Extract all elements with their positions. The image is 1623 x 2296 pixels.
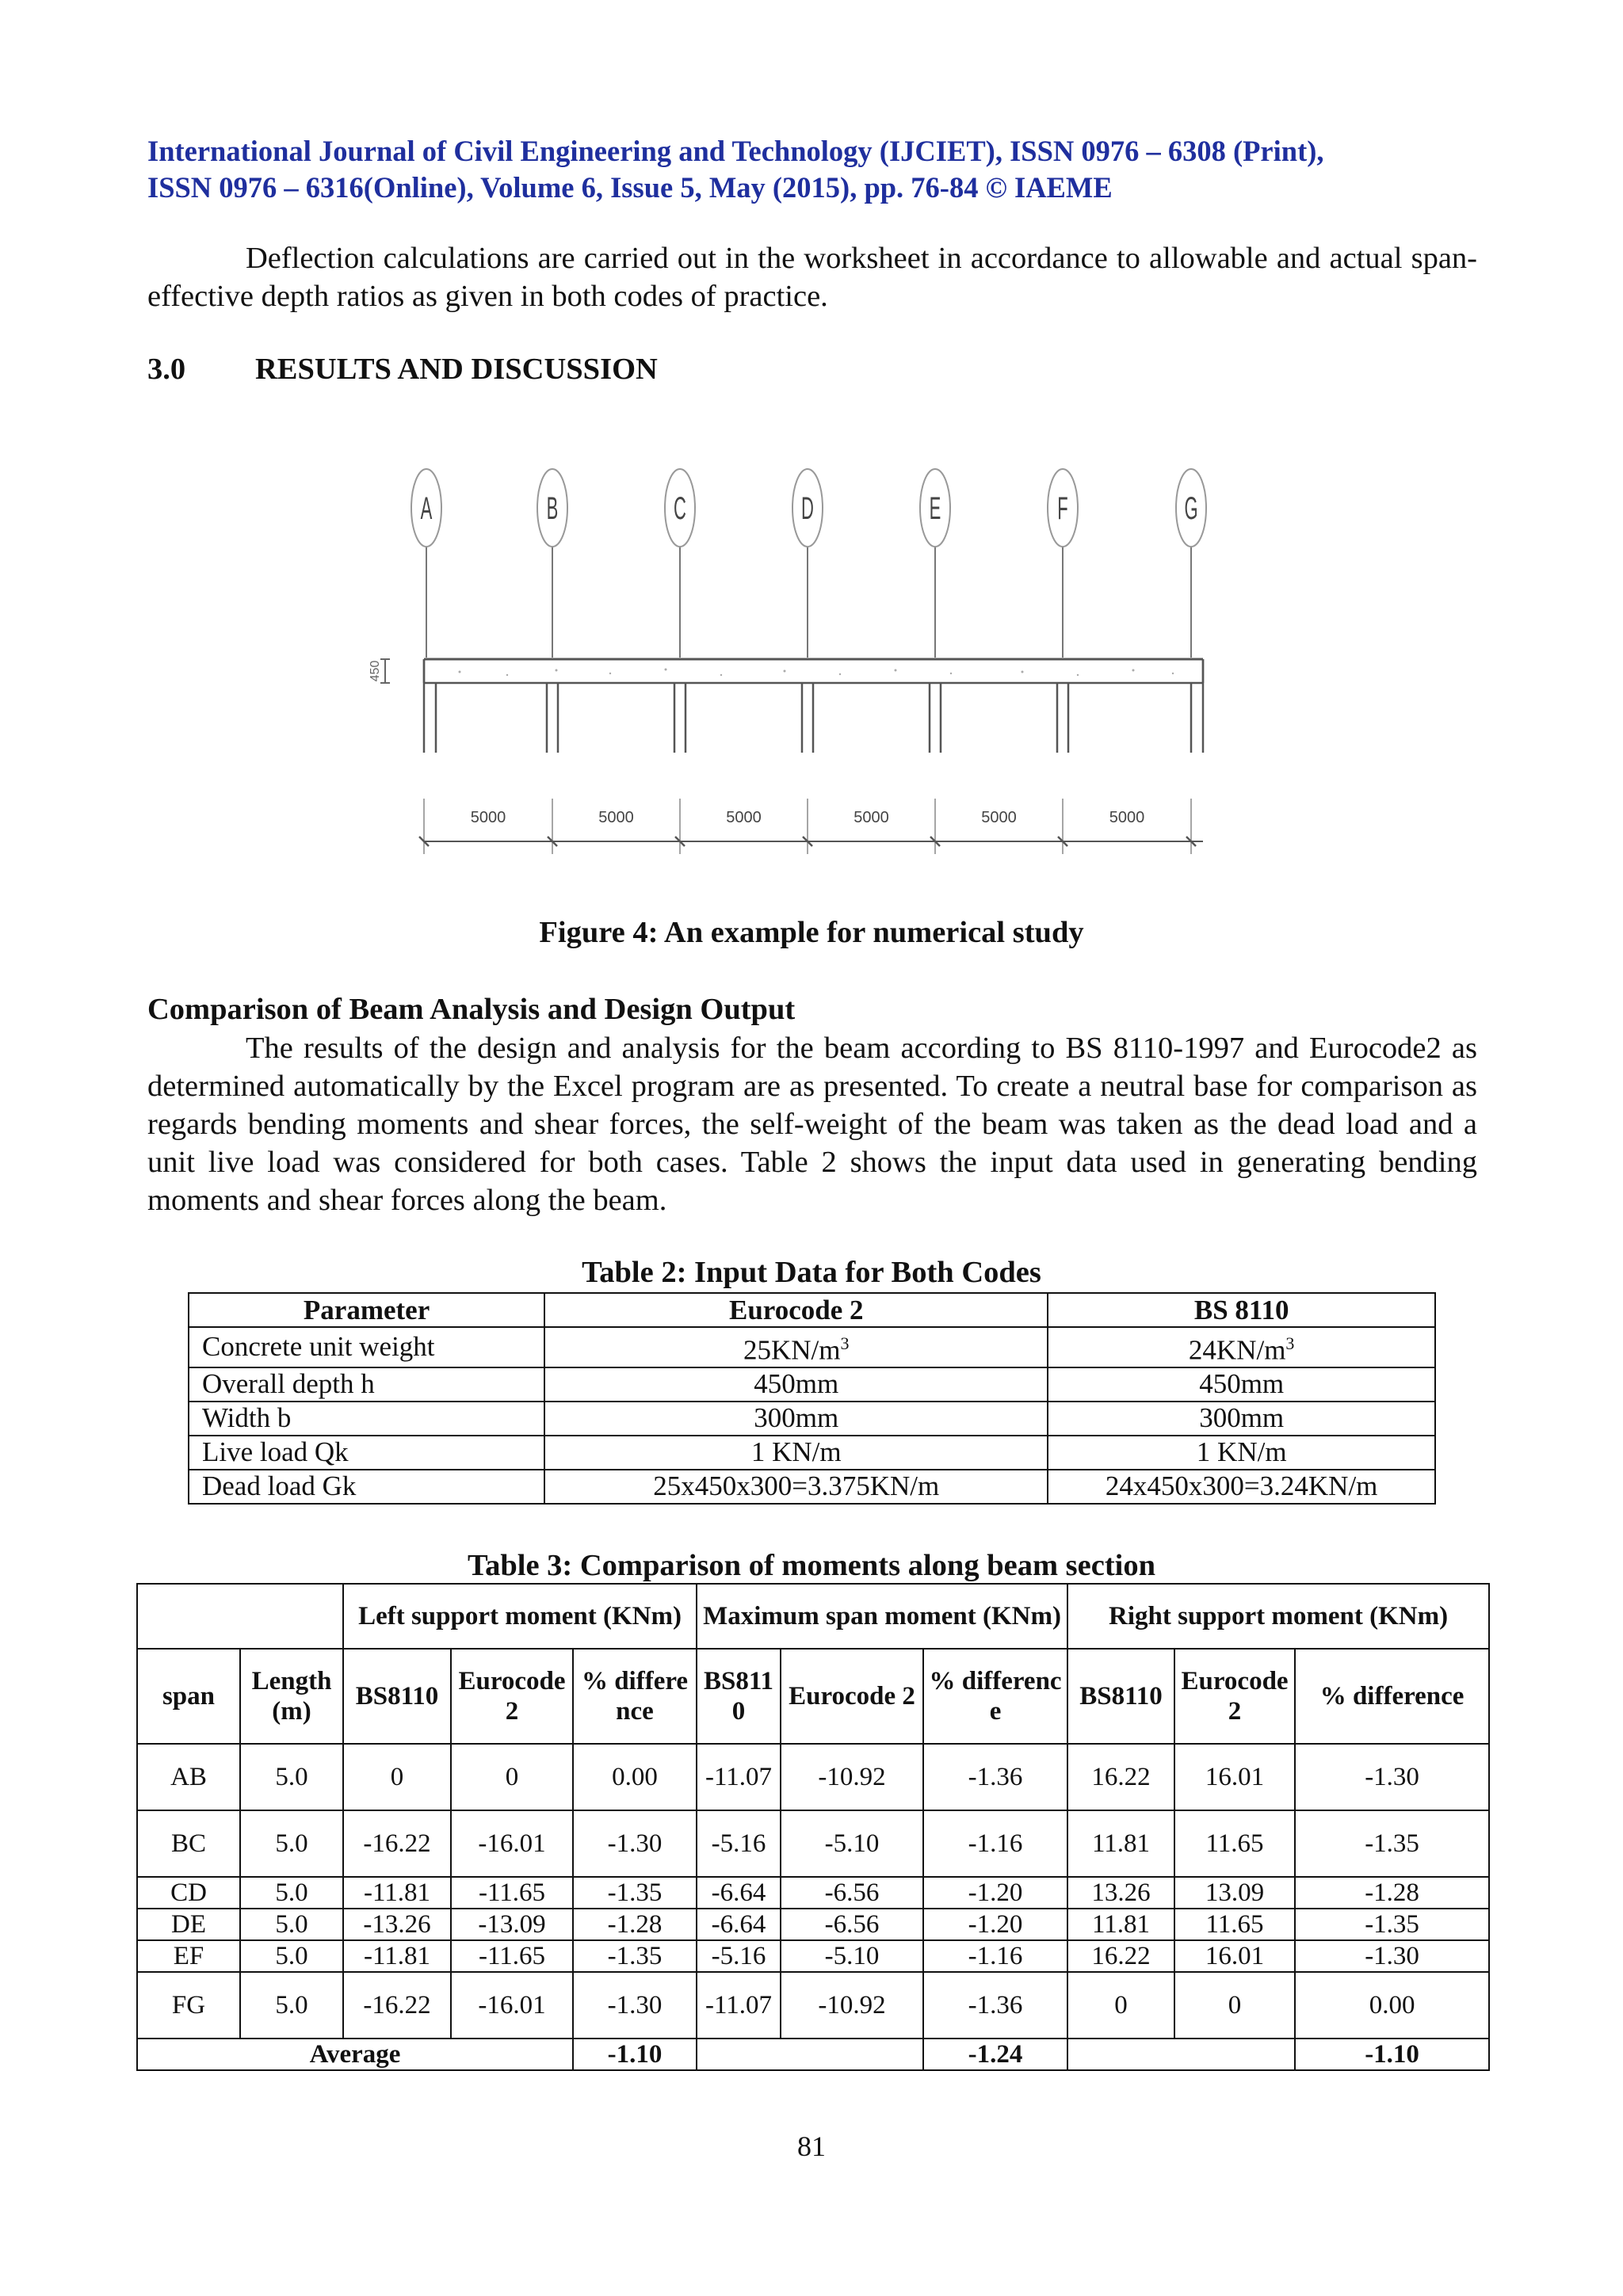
beam-figure bbox=[349, 444, 1284, 871]
group-header-right: Right support moment (KNm) bbox=[1067, 1584, 1489, 1649]
figure-caption: Figure 4: An example for numerical study bbox=[539, 916, 1084, 949]
empty-header bbox=[137, 1584, 343, 1649]
gridline-f bbox=[1048, 469, 1078, 658]
column-header: Eurocode 2 bbox=[544, 1293, 1048, 1327]
average-span: -1.24 bbox=[923, 2039, 1067, 2070]
span-label: 5000 bbox=[854, 809, 889, 826]
table-cell: -1.30 bbox=[573, 1972, 697, 2039]
average-row bbox=[137, 2039, 1489, 2070]
table-row bbox=[189, 1402, 1435, 1436]
table-cell: -5.10 bbox=[781, 1940, 923, 1972]
table-row bbox=[137, 1744, 1489, 1810]
intro-paragraph bbox=[147, 239, 1477, 315]
table-cell: Overall depth h bbox=[189, 1367, 544, 1402]
unit-weight-bs: 24KN/m bbox=[1188, 1334, 1286, 1366]
column-header: Eurocode 2 bbox=[781, 1649, 923, 1744]
table-cell: 5.0 bbox=[240, 1744, 343, 1810]
gridline-label: C bbox=[674, 490, 686, 526]
table-cell: -1.35 bbox=[1295, 1909, 1489, 1940]
table-cell: -5.16 bbox=[697, 1940, 781, 1972]
table-cell: 0 bbox=[1067, 1972, 1174, 2039]
table-cell: -10.92 bbox=[781, 1744, 923, 1810]
table-cell: AB bbox=[137, 1744, 240, 1810]
span-label: 5000 bbox=[981, 809, 1017, 826]
average-left: -1.10 bbox=[573, 2039, 697, 2070]
average-right: -1.10 bbox=[1295, 2039, 1489, 2070]
group-header-span: Maximum span moment (KNm) bbox=[697, 1584, 1067, 1649]
gridline-b bbox=[537, 469, 567, 658]
table-header-row bbox=[189, 1293, 1435, 1327]
table-row bbox=[137, 1877, 1489, 1909]
table-cell: 1 KN/m bbox=[544, 1436, 1048, 1470]
journal-header-line-2: ISSN 0976 – 6316(Online), Volume 6, Issue 5, May (2015), pp. 76-84 © IAEME bbox=[147, 171, 1113, 204]
table-cell: BC bbox=[137, 1810, 240, 1877]
depth-label: 450 bbox=[369, 660, 382, 682]
gridline-label: E bbox=[929, 490, 941, 526]
span-dimension bbox=[419, 799, 1203, 854]
column-header: span bbox=[137, 1649, 240, 1744]
table-cell: 0 bbox=[343, 1744, 451, 1810]
table-cell: 16.22 bbox=[1067, 1744, 1174, 1810]
table2-caption: Table 2: Input Data for Both Codes bbox=[582, 1256, 1041, 1289]
section-number: 3.0 bbox=[147, 353, 186, 386]
gridline-label: B bbox=[546, 490, 559, 526]
group-header-left: Left support moment (KNm) bbox=[343, 1584, 697, 1649]
table-cell: 300mm bbox=[1048, 1402, 1435, 1436]
column-header: BS8110 bbox=[697, 1649, 781, 1744]
gridline-label: A bbox=[420, 490, 433, 526]
table-cell: 0 bbox=[451, 1744, 573, 1810]
table-cell: 11.81 bbox=[1067, 1810, 1174, 1877]
table-cell: -1.35 bbox=[573, 1940, 697, 1972]
columns bbox=[424, 659, 1203, 753]
unit-superscript: 3 bbox=[1285, 1333, 1295, 1353]
table-cell: -11.81 bbox=[343, 1877, 451, 1909]
table-cell: -16.01 bbox=[451, 1972, 573, 2039]
column-header: % difference bbox=[1295, 1649, 1489, 1744]
table-row bbox=[189, 1436, 1435, 1470]
table-row bbox=[137, 1940, 1489, 1972]
table-cell: -1.36 bbox=[923, 1972, 1067, 2039]
table-row bbox=[137, 1909, 1489, 1940]
table-cell: 16.01 bbox=[1174, 1940, 1295, 1972]
table-cell: -5.10 bbox=[781, 1810, 923, 1877]
column-header: % difference bbox=[923, 1649, 1067, 1744]
slab bbox=[424, 659, 1203, 683]
table3-caption: Table 3: Comparison of moments along beam section bbox=[467, 1549, 1156, 1582]
table-cell: -13.09 bbox=[451, 1909, 573, 1940]
gridline-d bbox=[792, 469, 823, 658]
table-cell bbox=[544, 1327, 1048, 1367]
gridline-label: D bbox=[801, 490, 814, 526]
subheading: Comparison of Beam Analysis and Design Output bbox=[147, 993, 796, 1026]
table-cell: 5.0 bbox=[240, 1810, 343, 1877]
body-paragraph-text: The results of the design and analysis for the beam according to BS 8110-1997 and Eurocode2 as determined automatically by the Excel program are as presented. To create a neutral base for comparison as regards bending moments and shear forces, the self-weight of the beam was taken as the dead load and a unit live load was considered for both cases. Table 2 shows the input data used in generating bending moments and shear forces along the beam. bbox=[147, 1032, 1477, 1217]
gridline-a bbox=[411, 469, 441, 658]
page-number: 81 bbox=[797, 2130, 826, 2162]
table-cell: 11.65 bbox=[1174, 1810, 1295, 1877]
table-cell: -6.56 bbox=[781, 1909, 923, 1940]
empty-cell bbox=[697, 2039, 923, 2070]
average-label: Average bbox=[137, 2039, 573, 2070]
table-cell: -1.30 bbox=[573, 1810, 697, 1877]
gridline-e bbox=[920, 469, 950, 658]
table-cell: Concrete unit weight bbox=[189, 1327, 544, 1367]
table-row bbox=[137, 1972, 1489, 2039]
column-header: Eurocode 2 bbox=[1174, 1649, 1295, 1744]
span-label: 5000 bbox=[726, 809, 762, 826]
table-cell: -16.22 bbox=[343, 1972, 451, 2039]
section-title: RESULTS AND DISCUSSION bbox=[255, 353, 658, 386]
table-cell: -16.01 bbox=[451, 1810, 573, 1877]
gridline-label: G bbox=[1184, 490, 1198, 526]
body-paragraph bbox=[147, 1029, 1477, 1219]
table-cell: 5.0 bbox=[240, 1909, 343, 1940]
table-cell: 24x450x300=3.24KN/m bbox=[1048, 1470, 1435, 1504]
table-cell: -1.35 bbox=[1295, 1810, 1489, 1877]
table-cell: -16.22 bbox=[343, 1810, 451, 1877]
table-cell: Dead load Gk bbox=[189, 1470, 544, 1504]
table-cell: -1.20 bbox=[923, 1909, 1067, 1940]
table-cell: -13.26 bbox=[343, 1909, 451, 1940]
table-cell: 0.00 bbox=[573, 1744, 697, 1810]
journal-header-line-1: International Journal of Civil Engineering and Technology (IJCIET), ISSN 0976 – 6308 (Print), bbox=[147, 135, 1324, 167]
table-cell: -1.20 bbox=[923, 1877, 1067, 1909]
table-cell: 25x450x300=3.375KN/m bbox=[544, 1470, 1048, 1504]
table-cell: 450mm bbox=[544, 1367, 1048, 1402]
journal-header bbox=[147, 133, 1479, 206]
table-cell: -11.81 bbox=[343, 1940, 451, 1972]
table-cell: -1.36 bbox=[923, 1744, 1067, 1810]
table-cell: -1.30 bbox=[1295, 1940, 1489, 1972]
intro-paragraph-text: Deflection calculations are carried out in the worksheet in accordance to allowable and actual span-effective depth ratios as given in both codes of practice. bbox=[147, 242, 1477, 313]
column-header: % difference bbox=[573, 1649, 697, 1744]
moments-comparison-table bbox=[136, 1583, 1490, 2071]
table-cell: EF bbox=[137, 1940, 240, 1972]
table-cell: -11.65 bbox=[451, 1877, 573, 1909]
table-cell: -6.56 bbox=[781, 1877, 923, 1909]
table-cell: 0 bbox=[1174, 1972, 1295, 2039]
span-label: 5000 bbox=[1109, 809, 1145, 826]
depth-dimension bbox=[369, 659, 390, 683]
table-cell: -11.07 bbox=[697, 1972, 781, 2039]
table-cell: -1.28 bbox=[573, 1909, 697, 1940]
gridline-g bbox=[1176, 469, 1206, 658]
gridline-c bbox=[665, 469, 695, 658]
table-cell: Live load Qk bbox=[189, 1436, 544, 1470]
table-row bbox=[189, 1470, 1435, 1504]
table-row bbox=[137, 1810, 1489, 1877]
table-cell: -6.64 bbox=[697, 1877, 781, 1909]
table-cell: -11.65 bbox=[451, 1940, 573, 1972]
table-cell: -11.07 bbox=[697, 1744, 781, 1810]
table-cell: 16.22 bbox=[1067, 1940, 1174, 1972]
column-header: Parameter bbox=[189, 1293, 544, 1327]
column-header-row bbox=[137, 1649, 1489, 1744]
column-header: Length (m) bbox=[240, 1649, 343, 1744]
table-cell: 13.09 bbox=[1174, 1877, 1295, 1909]
table-cell: 5.0 bbox=[240, 1972, 343, 2039]
table-cell: 16.01 bbox=[1174, 1744, 1295, 1810]
table-cell: -1.16 bbox=[923, 1940, 1067, 1972]
table-cell: 5.0 bbox=[240, 1940, 343, 1972]
table-cell: 5.0 bbox=[240, 1877, 343, 1909]
table-cell: 0.00 bbox=[1295, 1972, 1489, 2039]
unit-superscript: 3 bbox=[840, 1333, 850, 1353]
table-cell: FG bbox=[137, 1972, 240, 2039]
column-header: Eurocode 2 bbox=[451, 1649, 573, 1744]
table-cell: 450mm bbox=[1048, 1367, 1435, 1402]
column-header: BS 8110 bbox=[1048, 1293, 1435, 1327]
unit-weight-ec2: 25KN/m bbox=[743, 1334, 841, 1366]
table-cell bbox=[1048, 1327, 1435, 1367]
table-cell: -1.35 bbox=[573, 1877, 697, 1909]
table-cell: 11.65 bbox=[1174, 1909, 1295, 1940]
table-cell: CD bbox=[137, 1877, 240, 1909]
table-cell: -5.16 bbox=[697, 1810, 781, 1877]
table-cell: Width b bbox=[189, 1402, 544, 1436]
table-cell: -10.92 bbox=[781, 1972, 923, 2039]
empty-cell bbox=[1067, 2039, 1295, 2070]
table-cell: DE bbox=[137, 1909, 240, 1940]
table-row bbox=[189, 1327, 1435, 1367]
table-cell: 300mm bbox=[544, 1402, 1048, 1436]
column-header: BS8110 bbox=[1067, 1649, 1174, 1744]
span-label: 5000 bbox=[470, 809, 506, 826]
column-header: BS8110 bbox=[343, 1649, 451, 1744]
table-cell: 1 KN/m bbox=[1048, 1436, 1435, 1470]
table-cell: -1.28 bbox=[1295, 1877, 1489, 1909]
table-cell: -6.64 bbox=[697, 1909, 781, 1940]
table-cell: 11.81 bbox=[1067, 1909, 1174, 1940]
table-cell: -1.30 bbox=[1295, 1744, 1489, 1810]
span-label: 5000 bbox=[598, 809, 634, 826]
table-cell: -1.16 bbox=[923, 1810, 1067, 1877]
gridline-label: F bbox=[1057, 490, 1068, 526]
table-cell: 13.26 bbox=[1067, 1877, 1174, 1909]
input-data-table bbox=[188, 1292, 1436, 1505]
group-header-row bbox=[137, 1584, 1489, 1649]
table-row bbox=[189, 1367, 1435, 1402]
